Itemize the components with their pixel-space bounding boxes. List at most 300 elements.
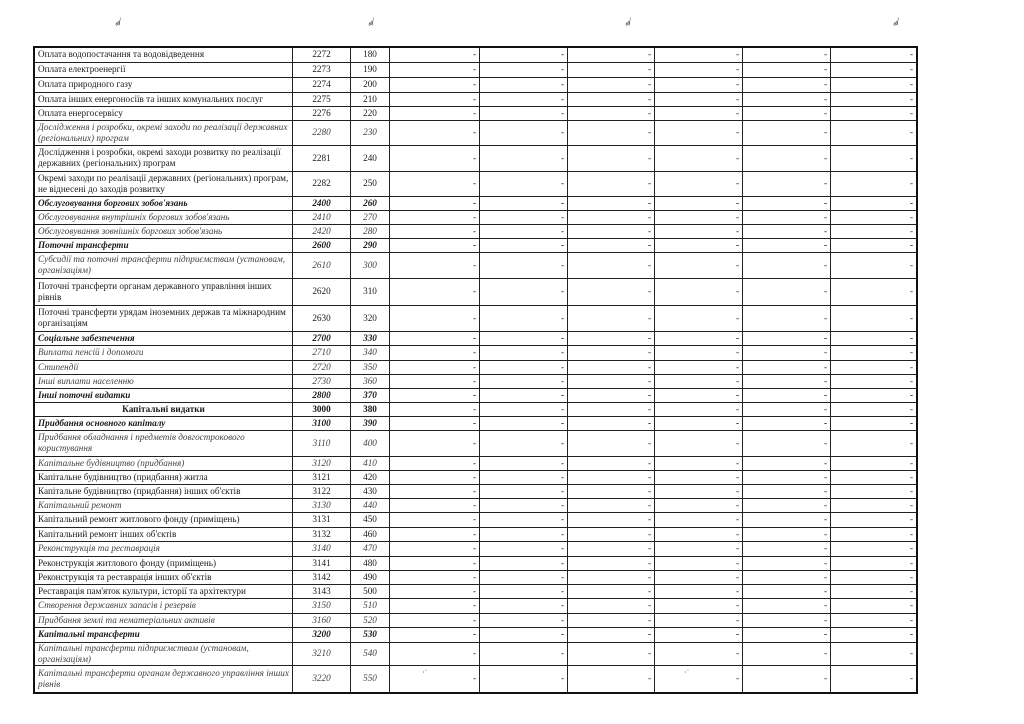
line-code-cell: 480 <box>351 556 390 570</box>
expense-name-cell: Реконструкція та реставрація інших об'єктів <box>34 570 293 584</box>
expense-name-cell: Придбання основного капіталу <box>34 416 293 430</box>
kekv-code-cell: 3143 <box>293 584 351 598</box>
line-code-cell: 460 <box>351 527 390 541</box>
value-cell-col-4: - <box>655 388 743 402</box>
expense-name-cell: Поточні трансферти урядам іноземних держав та міжнародним організаціям <box>34 305 293 331</box>
expense-name-cell: Окремі заходи по реалізації державних (регіональних) програм, не віднесені до заходів розвитку <box>34 171 293 196</box>
table-row <box>34 498 917 512</box>
value-cell-col-6: - <box>831 498 918 512</box>
line-code-cell: 240 <box>351 145 390 171</box>
value-cell-col-4: - <box>655 331 743 345</box>
value-cell-col-3: - <box>568 224 655 238</box>
kekv-code-cell: 2400 <box>293 196 351 210</box>
value-cell-col-3: - <box>568 402 655 416</box>
kekv-code-cell: 3100 <box>293 416 351 430</box>
value-cell-col-6: - <box>831 556 918 570</box>
line-code-cell: 200 <box>351 77 390 92</box>
value-cell-col-1: - <box>390 570 480 584</box>
value-cell-col-6: - <box>831 374 918 388</box>
value-cell-col-3: - <box>568 305 655 331</box>
value-cell-col-1: - <box>390 456 480 470</box>
value-cell-col-1: - <box>390 665 480 693</box>
value-cell-col-3: - <box>568 470 655 484</box>
value-cell-col-6: - <box>831 331 918 345</box>
kekv-code-cell: 2700 <box>293 331 351 345</box>
table-row <box>34 196 917 210</box>
value-cell-col-4: - <box>655 470 743 484</box>
value-cell-col-6: - <box>831 238 918 252</box>
value-cell-col-5: - <box>743 374 831 388</box>
value-cell-col-1: - <box>390 196 480 210</box>
value-cell-col-2: - <box>480 556 568 570</box>
expense-name-cell: Створення державних запасів і резервів <box>34 598 293 613</box>
value-cell-col-5: - <box>743 541 831 556</box>
kekv-code-cell: 2275 <box>293 92 351 106</box>
value-cell-col-2: - <box>480 498 568 512</box>
value-cell-col-3: - <box>568 145 655 171</box>
value-cell-col-3: - <box>568 430 655 456</box>
expense-name-cell: Обслуговування зовнішніх боргових зобов'язань <box>34 224 293 238</box>
value-cell-col-6: - <box>831 210 918 224</box>
value-cell-col-6: - <box>831 541 918 556</box>
value-cell-col-5: - <box>743 331 831 345</box>
table-row <box>34 642 917 665</box>
value-cell-col-3: - <box>568 92 655 106</box>
value-cell-col-3: - <box>568 613 655 627</box>
kekv-code-cell: 3142 <box>293 570 351 584</box>
value-cell-col-1: - <box>390 210 480 224</box>
value-cell-col-4: - <box>655 62 743 77</box>
line-code-cell: 280 <box>351 224 390 238</box>
value-cell-col-2: - <box>480 171 568 196</box>
expense-name-cell: Стипендії <box>34 360 293 374</box>
expense-name-cell: Капітальний ремонт інших об'єктів <box>34 527 293 541</box>
table-row <box>34 47 917 62</box>
value-cell-col-6: - <box>831 345 918 360</box>
value-cell-col-6: - <box>831 613 918 627</box>
value-cell-col-4: - <box>655 456 743 470</box>
value-cell-col-1: - <box>390 627 480 642</box>
line-code-cell: 360 <box>351 374 390 388</box>
table-row <box>34 527 917 541</box>
value-cell-col-6: - <box>831 171 918 196</box>
value-cell-col-2: - <box>480 47 568 62</box>
expense-name-cell: Оплата енергосервісу <box>34 106 293 120</box>
value-cell-col-2: - <box>480 541 568 556</box>
value-cell-col-1: - <box>390 388 480 402</box>
value-cell-col-5: - <box>743 665 831 693</box>
value-cell-col-6: - <box>831 570 918 584</box>
value-cell-col-1: - <box>390 484 480 498</box>
expense-name-cell: Виплата пенсій і допомоги <box>34 345 293 360</box>
value-cell-col-3: - <box>568 331 655 345</box>
value-cell-col-5: - <box>743 584 831 598</box>
value-cell-col-3: - <box>568 196 655 210</box>
kekv-code-cell: 2620 <box>293 278 351 305</box>
value-cell-col-5: - <box>743 556 831 570</box>
kekv-code-cell: 3000 <box>293 402 351 416</box>
kekv-code-cell: 3141 <box>293 556 351 570</box>
value-cell-col-1: - <box>390 252 480 278</box>
line-code-cell: 350 <box>351 360 390 374</box>
value-cell-col-1: - <box>390 541 480 556</box>
table-row <box>34 541 917 556</box>
table-row <box>34 430 917 456</box>
value-cell-col-3: - <box>568 345 655 360</box>
value-cell-col-6: - <box>831 77 918 92</box>
table-row <box>34 224 917 238</box>
value-cell-col-1: - <box>390 498 480 512</box>
line-code-cell: 190 <box>351 62 390 77</box>
value-cell-col-6: - <box>831 416 918 430</box>
value-cell-col-5: - <box>743 402 831 416</box>
value-cell-col-6: - <box>831 402 918 416</box>
value-cell-col-2: - <box>480 484 568 498</box>
value-cell-col-1: - <box>390 224 480 238</box>
value-cell-col-4: - <box>655 252 743 278</box>
value-cell-col-4: - <box>655 238 743 252</box>
value-cell-col-4: - <box>655 47 743 62</box>
value-cell-col-2: - <box>480 210 568 224</box>
table-row <box>34 627 917 642</box>
value-cell-col-3: - <box>568 498 655 512</box>
expense-name-cell: Капітальні трансферти <box>34 627 293 642</box>
value-cell-col-6: - <box>831 512 918 527</box>
expense-name-cell: Реставрація пам'яток культури, історії та архітектури <box>34 584 293 598</box>
value-cell-col-5: - <box>743 62 831 77</box>
table-row <box>34 484 917 498</box>
expense-name-cell: Оплата інших енергоносіїв та інших комунальних послуг <box>34 92 293 106</box>
value-cell-col-3: - <box>568 627 655 642</box>
value-cell-col-3: - <box>568 584 655 598</box>
value-cell-col-1: - <box>390 305 480 331</box>
value-cell-col-2: - <box>480 584 568 598</box>
expense-name-cell: Капітальний ремонт житлового фонду (приміщень) <box>34 512 293 527</box>
value-cell-col-1: - <box>390 642 480 665</box>
line-code-cell: 330 <box>351 331 390 345</box>
value-cell-col-4: - <box>655 120 743 145</box>
value-cell-col-6: - <box>831 252 918 278</box>
line-code-cell: 550 <box>351 665 390 693</box>
expense-name-cell: Дослідження і розробки, окремі заходи розвитку по реалізації державних (регіональних) програм <box>34 145 293 171</box>
kekv-code-cell: 3210 <box>293 642 351 665</box>
value-cell-col-6: - <box>831 145 918 171</box>
table-row <box>34 171 917 196</box>
table-row <box>34 345 917 360</box>
value-cell-col-2: - <box>480 62 568 77</box>
expense-name-cell: Дослідження і розробки, окремі заходи по реалізації державних (регіональних) програм <box>34 120 293 145</box>
value-cell-col-2: - <box>480 456 568 470</box>
value-cell-col-2: - <box>480 120 568 145</box>
kekv-code-cell: 2630 <box>293 305 351 331</box>
value-cell-col-1: - <box>390 430 480 456</box>
value-cell-col-4: - <box>655 570 743 584</box>
value-cell-col-1: - <box>390 120 480 145</box>
value-cell-col-2: - <box>480 416 568 430</box>
kekv-code-cell: 2282 <box>293 171 351 196</box>
value-cell-col-2: - <box>480 305 568 331</box>
value-cell-col-5: - <box>743 484 831 498</box>
value-cell-col-6: - <box>831 360 918 374</box>
value-cell-col-6: - <box>831 484 918 498</box>
line-code-cell: 220 <box>351 106 390 120</box>
value-cell-col-2: - <box>480 642 568 665</box>
table-row <box>34 416 917 430</box>
value-cell-col-3: - <box>568 106 655 120</box>
value-cell-col-6: - <box>831 224 918 238</box>
line-code-cell: 450 <box>351 512 390 527</box>
value-cell-col-4: - <box>655 106 743 120</box>
table-row <box>34 77 917 92</box>
value-cell-col-3: - <box>568 484 655 498</box>
value-cell-col-3: - <box>568 642 655 665</box>
value-cell-col-5: - <box>743 498 831 512</box>
value-cell-col-2: - <box>480 331 568 345</box>
table-row <box>34 62 917 77</box>
value-cell-col-3: - <box>568 512 655 527</box>
kekv-code-cell: 3140 <box>293 541 351 556</box>
line-code-cell: 430 <box>351 484 390 498</box>
value-cell-col-3: - <box>568 210 655 224</box>
value-cell-col-2: - <box>480 512 568 527</box>
value-cell-col-4: - <box>655 665 743 693</box>
value-cell-col-3: - <box>568 360 655 374</box>
value-cell-col-3: - <box>568 598 655 613</box>
expense-name-cell: Придбання землі та нематеріальних активів <box>34 613 293 627</box>
expense-name-cell: Придбання обладнання і предметів довгострокового користування <box>34 430 293 456</box>
value-cell-col-5: - <box>743 278 831 305</box>
table-row <box>34 145 917 171</box>
value-cell-col-1: - <box>390 331 480 345</box>
value-cell-col-6: - <box>831 470 918 484</box>
line-code-cell: 180 <box>351 47 390 62</box>
budget-expenditure-table <box>33 46 918 694</box>
value-cell-col-2: - <box>480 106 568 120</box>
value-cell-col-6: - <box>831 456 918 470</box>
value-cell-col-1: - <box>390 145 480 171</box>
value-cell-col-3: - <box>568 665 655 693</box>
value-cell-col-2: - <box>480 224 568 238</box>
value-cell-col-1: - <box>390 171 480 196</box>
value-cell-col-2: - <box>480 252 568 278</box>
line-code-cell: 420 <box>351 470 390 484</box>
value-cell-col-3: - <box>568 171 655 196</box>
value-cell-col-1: - <box>390 598 480 613</box>
kekv-code-cell: 2276 <box>293 106 351 120</box>
table-row <box>34 278 917 305</box>
kekv-code-cell: 3130 <box>293 498 351 512</box>
value-cell-col-4: - <box>655 278 743 305</box>
value-cell-col-3: - <box>568 252 655 278</box>
initial-mark-3: ⸗⸗∕ <box>622 17 633 30</box>
value-cell-col-2: - <box>480 388 568 402</box>
value-cell-col-3: - <box>568 374 655 388</box>
initial-mark-2: ⸗⸗∕ <box>365 17 376 30</box>
expense-name-cell: Соціальне забезпечення <box>34 331 293 345</box>
value-cell-col-6: - <box>831 598 918 613</box>
table-row <box>34 252 917 278</box>
line-code-cell: 290 <box>351 238 390 252</box>
table-row <box>34 512 917 527</box>
value-cell-col-5: - <box>743 120 831 145</box>
value-cell-col-4: - <box>655 224 743 238</box>
value-cell-col-1: - <box>390 374 480 388</box>
value-cell-col-5: - <box>743 642 831 665</box>
kekv-code-cell: 3131 <box>293 512 351 527</box>
value-cell-col-5: - <box>743 613 831 627</box>
table-row <box>34 210 917 224</box>
kekv-code-cell: 3120 <box>293 456 351 470</box>
table-row <box>34 331 917 345</box>
value-cell-col-5: - <box>743 252 831 278</box>
value-cell-col-2: - <box>480 430 568 456</box>
scan-speck: ·˙ <box>684 668 690 677</box>
table-row <box>34 613 917 627</box>
value-cell-col-2: - <box>480 145 568 171</box>
line-code-cell: 490 <box>351 570 390 584</box>
expense-name-cell: Оплата водопостачання та водовідведення <box>34 47 293 62</box>
value-cell-col-3: - <box>568 527 655 541</box>
line-code-cell: 540 <box>351 642 390 665</box>
value-cell-col-5: - <box>743 224 831 238</box>
value-cell-col-1: - <box>390 402 480 416</box>
value-cell-col-1: - <box>390 238 480 252</box>
kekv-code-cell: 3110 <box>293 430 351 456</box>
kekv-code-cell: 2730 <box>293 374 351 388</box>
line-code-cell: 320 <box>351 305 390 331</box>
line-code-cell: 340 <box>351 345 390 360</box>
value-cell-col-4: - <box>655 92 743 106</box>
line-code-cell: 440 <box>351 498 390 512</box>
value-cell-col-4: - <box>655 598 743 613</box>
kekv-code-cell: 2274 <box>293 77 351 92</box>
value-cell-col-2: - <box>480 402 568 416</box>
table-row <box>34 374 917 388</box>
line-code-cell: 410 <box>351 456 390 470</box>
value-cell-col-6: - <box>831 106 918 120</box>
value-cell-col-4: - <box>655 541 743 556</box>
value-cell-col-3: - <box>568 456 655 470</box>
scan-speck: ·˙ <box>422 668 428 677</box>
expense-name-cell: Поточні трансферти <box>34 238 293 252</box>
value-cell-col-2: - <box>480 665 568 693</box>
value-cell-col-3: - <box>568 47 655 62</box>
table-row <box>34 305 917 331</box>
line-code-cell: 210 <box>351 92 390 106</box>
value-cell-col-3: - <box>568 570 655 584</box>
table-row <box>34 470 917 484</box>
table-row <box>34 584 917 598</box>
value-cell-col-2: - <box>480 278 568 305</box>
value-cell-col-3: - <box>568 388 655 402</box>
table-row <box>34 556 917 570</box>
value-cell-col-6: - <box>831 196 918 210</box>
value-cell-col-4: - <box>655 512 743 527</box>
value-cell-col-2: - <box>480 598 568 613</box>
kekv-code-cell: 2281 <box>293 145 351 171</box>
line-code-cell: 370 <box>351 388 390 402</box>
table-row <box>34 360 917 374</box>
kekv-code-cell: 2720 <box>293 360 351 374</box>
value-cell-col-5: - <box>743 238 831 252</box>
value-cell-col-6: - <box>831 430 918 456</box>
value-cell-col-4: - <box>655 77 743 92</box>
value-cell-col-5: - <box>743 416 831 430</box>
value-cell-col-4: - <box>655 171 743 196</box>
expense-name-cell: Інші поточні видатки <box>34 388 293 402</box>
line-code-cell: 310 <box>351 278 390 305</box>
value-cell-col-4: - <box>655 556 743 570</box>
value-cell-col-3: - <box>568 62 655 77</box>
initial-mark-1: ⸗⸗∕ <box>112 17 123 30</box>
value-cell-col-3: - <box>568 541 655 556</box>
value-cell-col-5: - <box>743 210 831 224</box>
value-cell-col-5: - <box>743 305 831 331</box>
expense-name-cell: Капітальні видатки <box>34 402 293 416</box>
kekv-code-cell: 2410 <box>293 210 351 224</box>
value-cell-col-2: - <box>480 374 568 388</box>
initial-mark-4: ⸗⸗∕ <box>890 17 901 30</box>
kekv-code-cell: 3220 <box>293 665 351 693</box>
line-code-cell: 390 <box>351 416 390 430</box>
value-cell-col-3: - <box>568 238 655 252</box>
table-row <box>34 456 917 470</box>
value-cell-col-1: - <box>390 584 480 598</box>
kekv-code-cell: 2272 <box>293 47 351 62</box>
value-cell-col-5: - <box>743 512 831 527</box>
value-cell-col-5: - <box>743 570 831 584</box>
value-cell-col-6: - <box>831 278 918 305</box>
value-cell-col-4: - <box>655 498 743 512</box>
kekv-code-cell: 3150 <box>293 598 351 613</box>
value-cell-col-1: - <box>390 416 480 430</box>
value-cell-col-6: - <box>831 120 918 145</box>
value-cell-col-6: - <box>831 527 918 541</box>
line-code-cell: 300 <box>351 252 390 278</box>
kekv-code-cell: 2600 <box>293 238 351 252</box>
value-cell-col-5: - <box>743 470 831 484</box>
line-code-cell: 510 <box>351 598 390 613</box>
value-cell-col-2: - <box>480 613 568 627</box>
expense-name-cell: Інші виплати населенню <box>34 374 293 388</box>
expense-name-cell: Капітальні трансферти органам державного управління інших рівнів <box>34 665 293 693</box>
kekv-code-cell: 2280 <box>293 120 351 145</box>
expense-name-cell: Оплата природного газу <box>34 77 293 92</box>
value-cell-col-4: - <box>655 360 743 374</box>
value-cell-col-4: - <box>655 345 743 360</box>
kekv-code-cell: 3121 <box>293 470 351 484</box>
value-cell-col-1: - <box>390 512 480 527</box>
table-row <box>34 238 917 252</box>
line-code-cell: 380 <box>351 402 390 416</box>
value-cell-col-1: - <box>390 360 480 374</box>
value-cell-col-3: - <box>568 120 655 145</box>
kekv-code-cell: 3132 <box>293 527 351 541</box>
value-cell-col-6: - <box>831 642 918 665</box>
expense-name-cell: Реконструкція та реставрація <box>34 541 293 556</box>
value-cell-col-4: - <box>655 305 743 331</box>
value-cell-col-5: - <box>743 527 831 541</box>
kekv-code-cell: 2710 <box>293 345 351 360</box>
kekv-code-cell: 3122 <box>293 484 351 498</box>
value-cell-col-3: - <box>568 416 655 430</box>
value-cell-col-4: - <box>655 430 743 456</box>
value-cell-col-1: - <box>390 106 480 120</box>
table-row <box>34 120 917 145</box>
line-code-cell: 260 <box>351 196 390 210</box>
kekv-code-cell: 2800 <box>293 388 351 402</box>
kekv-code-cell: 2273 <box>293 62 351 77</box>
